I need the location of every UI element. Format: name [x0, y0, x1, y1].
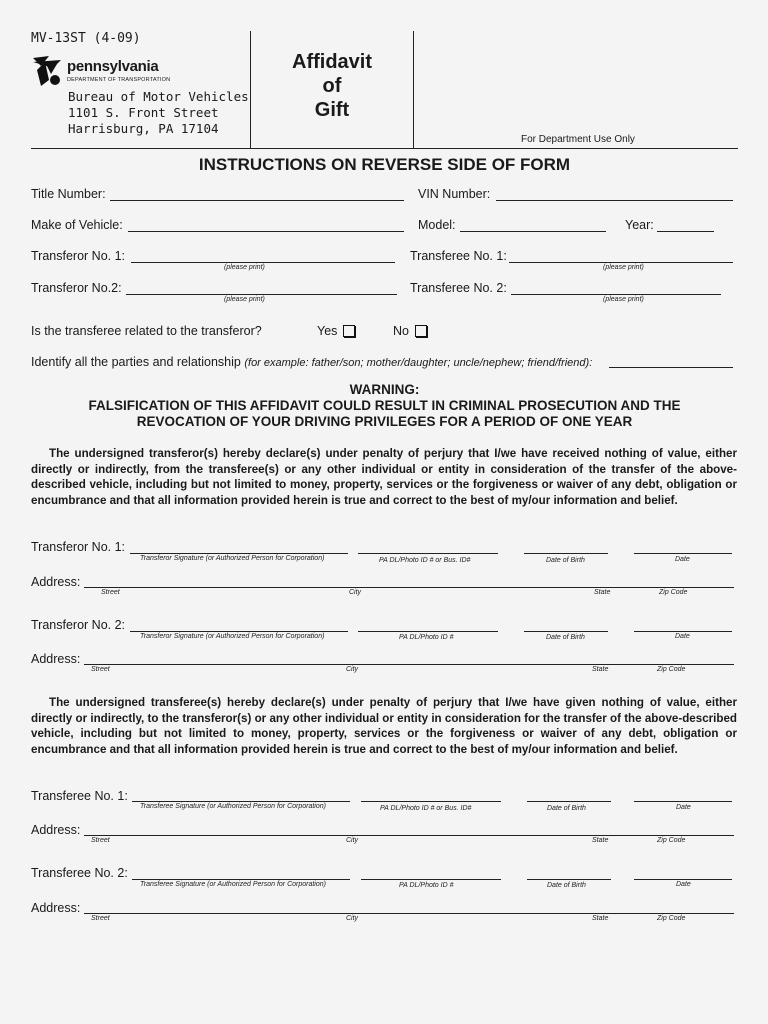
transferor-2-dob-field[interactable] — [524, 631, 608, 632]
transferor-declaration: The undersigned transferor(s) hereby declare(s) under penalty of perjury that I/we have received nothing of value, either directly or indirectly, from the transferee(s) or any other individual or entity in consideration of the transfer of the above-described vehicle, including but not limited to money, property, services or the forgiveness or waiver of any debt, obligation or encumbrance and that all information provided herein is true and correct to the best of my/our information and belief. — [31, 447, 737, 507]
transferee-2-address-field[interactable] — [84, 913, 734, 914]
id-caption: PA DL/Photo ID # or Bus. ID# — [380, 805, 472, 812]
transferor-2-address-label: Address: — [31, 652, 81, 666]
transferee-1-dob-field[interactable] — [527, 801, 611, 802]
transferor-2-field[interactable] — [126, 294, 397, 295]
dob-caption: Date of Birth — [546, 557, 585, 564]
transferor-1-signature-field[interactable] — [130, 553, 348, 554]
sig-transferee-1-label: Transferee No. 1: — [31, 789, 128, 803]
related-question: Is the transferee related to the transferor? — [31, 324, 262, 338]
transferor-2-address-field[interactable] — [84, 664, 734, 665]
vin-number-label: VIN Number: — [418, 187, 491, 201]
city-caption: City — [349, 589, 362, 596]
year-label: Year: — [625, 218, 654, 232]
transferor-1-field[interactable] — [131, 262, 395, 263]
id-caption: PA DL/Photo ID # or Bus. ID# — [379, 557, 471, 564]
city-caption: City — [346, 837, 359, 844]
street-caption: Street — [91, 837, 110, 844]
transferee-1-field[interactable] — [509, 262, 733, 263]
transferee-2-date-field[interactable] — [634, 879, 732, 880]
transferor-1-date-field[interactable] — [634, 553, 732, 554]
transferor-2-signature-field[interactable] — [130, 631, 348, 632]
transferee-2-address-label: Address: — [31, 901, 81, 915]
city-caption: City — [346, 915, 359, 922]
transferee-2-signature-field[interactable] — [132, 879, 350, 880]
state-caption: State — [592, 837, 609, 844]
sig-transferor-1-label: Transferor No. 1: — [31, 540, 126, 554]
related-yes[interactable] — [317, 324, 355, 338]
street-caption: Street — [101, 589, 120, 596]
city-caption: City — [346, 666, 359, 673]
instructions-heading: INSTRUCTIONS ON REVERSE SIDE OF FORM — [198, 155, 571, 174]
header-rule — [31, 148, 738, 149]
zip-caption: Zip Code — [657, 915, 686, 922]
transferor-1-id-field[interactable] — [358, 553, 498, 554]
signature-caption: Transferee Signature (or Authorized Person for Corporation) — [140, 881, 326, 888]
vin-number-field[interactable] — [496, 200, 733, 201]
street-caption: Street — [91, 666, 110, 673]
transferee-2-id-field[interactable] — [361, 879, 501, 880]
model-label: Model: — [418, 218, 456, 232]
logo-name: pennsylvania — [67, 58, 159, 75]
transferee-1-label: Transferee No. 1: — [410, 249, 507, 263]
dob-caption: Date of Birth — [547, 882, 586, 889]
warning-block — [31, 382, 738, 430]
id-caption: PA DL/Photo ID # — [399, 634, 454, 641]
sig-transferor-2-label: Transferor No. 2: — [31, 618, 126, 632]
dob-caption: Date of Birth — [547, 805, 586, 812]
transferor-1-dob-field[interactable] — [524, 553, 608, 554]
zip-caption: Zip Code — [657, 837, 686, 844]
zip-caption: Zip Code — [659, 589, 688, 596]
transferor-2-label: Transferor No.2: — [31, 281, 122, 295]
yes-checkbox[interactable] — [343, 325, 355, 337]
please-print-hint: (please print) — [224, 296, 265, 303]
signature-caption: Transferor Signature (or Authorized Person for Corporation) — [140, 633, 325, 640]
please-print-hint: (please print) — [224, 264, 265, 271]
warning-line-1: FALSIFICATION OF THIS AFFIDAVIT COULD RESULT IN CRIMINAL PROSECUTION AND THE — [88, 398, 681, 413]
logo-department: DEPARTMENT OF TRANSPORTATION — [67, 77, 171, 83]
address-line-3: Harrisburg, PA 17104 — [68, 121, 219, 136]
form-title — [251, 50, 413, 122]
identify-example: (for example: father/son; mother/daughter; uncle/nephew; friend/friend): — [244, 357, 593, 369]
date-caption: Date — [676, 804, 691, 811]
please-print-hint: (please print) — [603, 264, 644, 271]
transferee-2-field[interactable] — [511, 294, 721, 295]
transferor-2-date-field[interactable] — [634, 631, 732, 632]
transferor-1-address-label: Address: — [31, 575, 81, 589]
title-number-label: Title Number: — [31, 187, 106, 201]
id-caption: PA DL/Photo ID # — [399, 882, 454, 889]
sig-transferee-2-label: Transferee No. 2: — [31, 866, 128, 880]
transferor-1-address-field[interactable] — [84, 587, 734, 588]
no-checkbox[interactable] — [415, 325, 427, 337]
year-field[interactable] — [657, 231, 714, 232]
date-caption: Date — [676, 881, 691, 888]
related-no[interactable] — [393, 324, 427, 338]
title-line-2: of — [322, 75, 342, 97]
signature-caption: Transferee Signature (or Authorized Person for Corporation) — [140, 803, 326, 810]
please-print-hint: (please print) — [603, 296, 644, 303]
yes-label: Yes — [317, 324, 338, 338]
form-code: MV-13ST (4-09) — [31, 31, 141, 46]
state-caption: State — [592, 666, 609, 673]
date-caption: Date — [675, 556, 690, 563]
transferee-1-address-field[interactable] — [84, 835, 734, 836]
transferee-1-address-label: Address: — [31, 823, 81, 837]
address-line-2: 1101 S. Front Street — [68, 105, 219, 120]
warning-line-2: REVOCATION OF YOUR DRIVING PRIVILEGES FOR A PERIOD OF ONE YEAR — [136, 414, 633, 429]
transferee-2-label: Transferee No. 2: — [410, 281, 507, 295]
transferee-1-id-field[interactable] — [361, 801, 501, 802]
model-field[interactable] — [460, 231, 606, 232]
make-field[interactable] — [128, 231, 404, 232]
title-line-3: Gift — [314, 99, 350, 121]
transferor-2-id-field[interactable] — [358, 631, 498, 632]
date-caption: Date — [675, 633, 690, 640]
title-line-1: Affidavit — [292, 51, 372, 73]
identify-field[interactable] — [609, 367, 733, 368]
pennsylvania-keystone-logo-icon — [31, 54, 63, 88]
title-number-field[interactable] — [110, 200, 404, 201]
header-divider-right — [413, 31, 414, 148]
transferee-2-dob-field[interactable] — [527, 879, 611, 880]
state-caption: State — [592, 915, 609, 922]
warning-title: WARNING: — [349, 382, 420, 397]
identify-parties — [31, 355, 592, 369]
no-label: No — [393, 324, 409, 338]
transferor-1-label: Transferor No. 1: — [31, 249, 126, 263]
department-use-label: For Department Use Only — [521, 134, 635, 145]
identify-text: Identify all the parties and relationship — [31, 355, 241, 369]
make-label: Make of Vehicle: — [31, 218, 123, 232]
transferee-declaration: The undersigned transferee(s) hereby declare(s) under penalty of perjury that I/we have given nothing of value, either directly or indirectly, to the transferor(s) or any other individual or entity in consideration for the transfer of the above-described vehicle, including but not limited to money, property, services or the forgiveness or waiver of any debt, obligation or encumbrance and that all information provided herein is true and correct to the best of my/our information and belief. — [31, 696, 737, 756]
dob-caption: Date of Birth — [546, 634, 585, 641]
transferee-1-signature-field[interactable] — [132, 801, 350, 802]
street-caption: Street — [91, 915, 110, 922]
transferee-1-date-field[interactable] — [634, 801, 732, 802]
zip-caption: Zip Code — [657, 666, 686, 673]
signature-caption: Transferor Signature (or Authorized Person for Corporation) — [140, 555, 325, 562]
address-line-1: Bureau of Motor Vehicles — [68, 89, 249, 104]
state-caption: State — [594, 589, 611, 596]
